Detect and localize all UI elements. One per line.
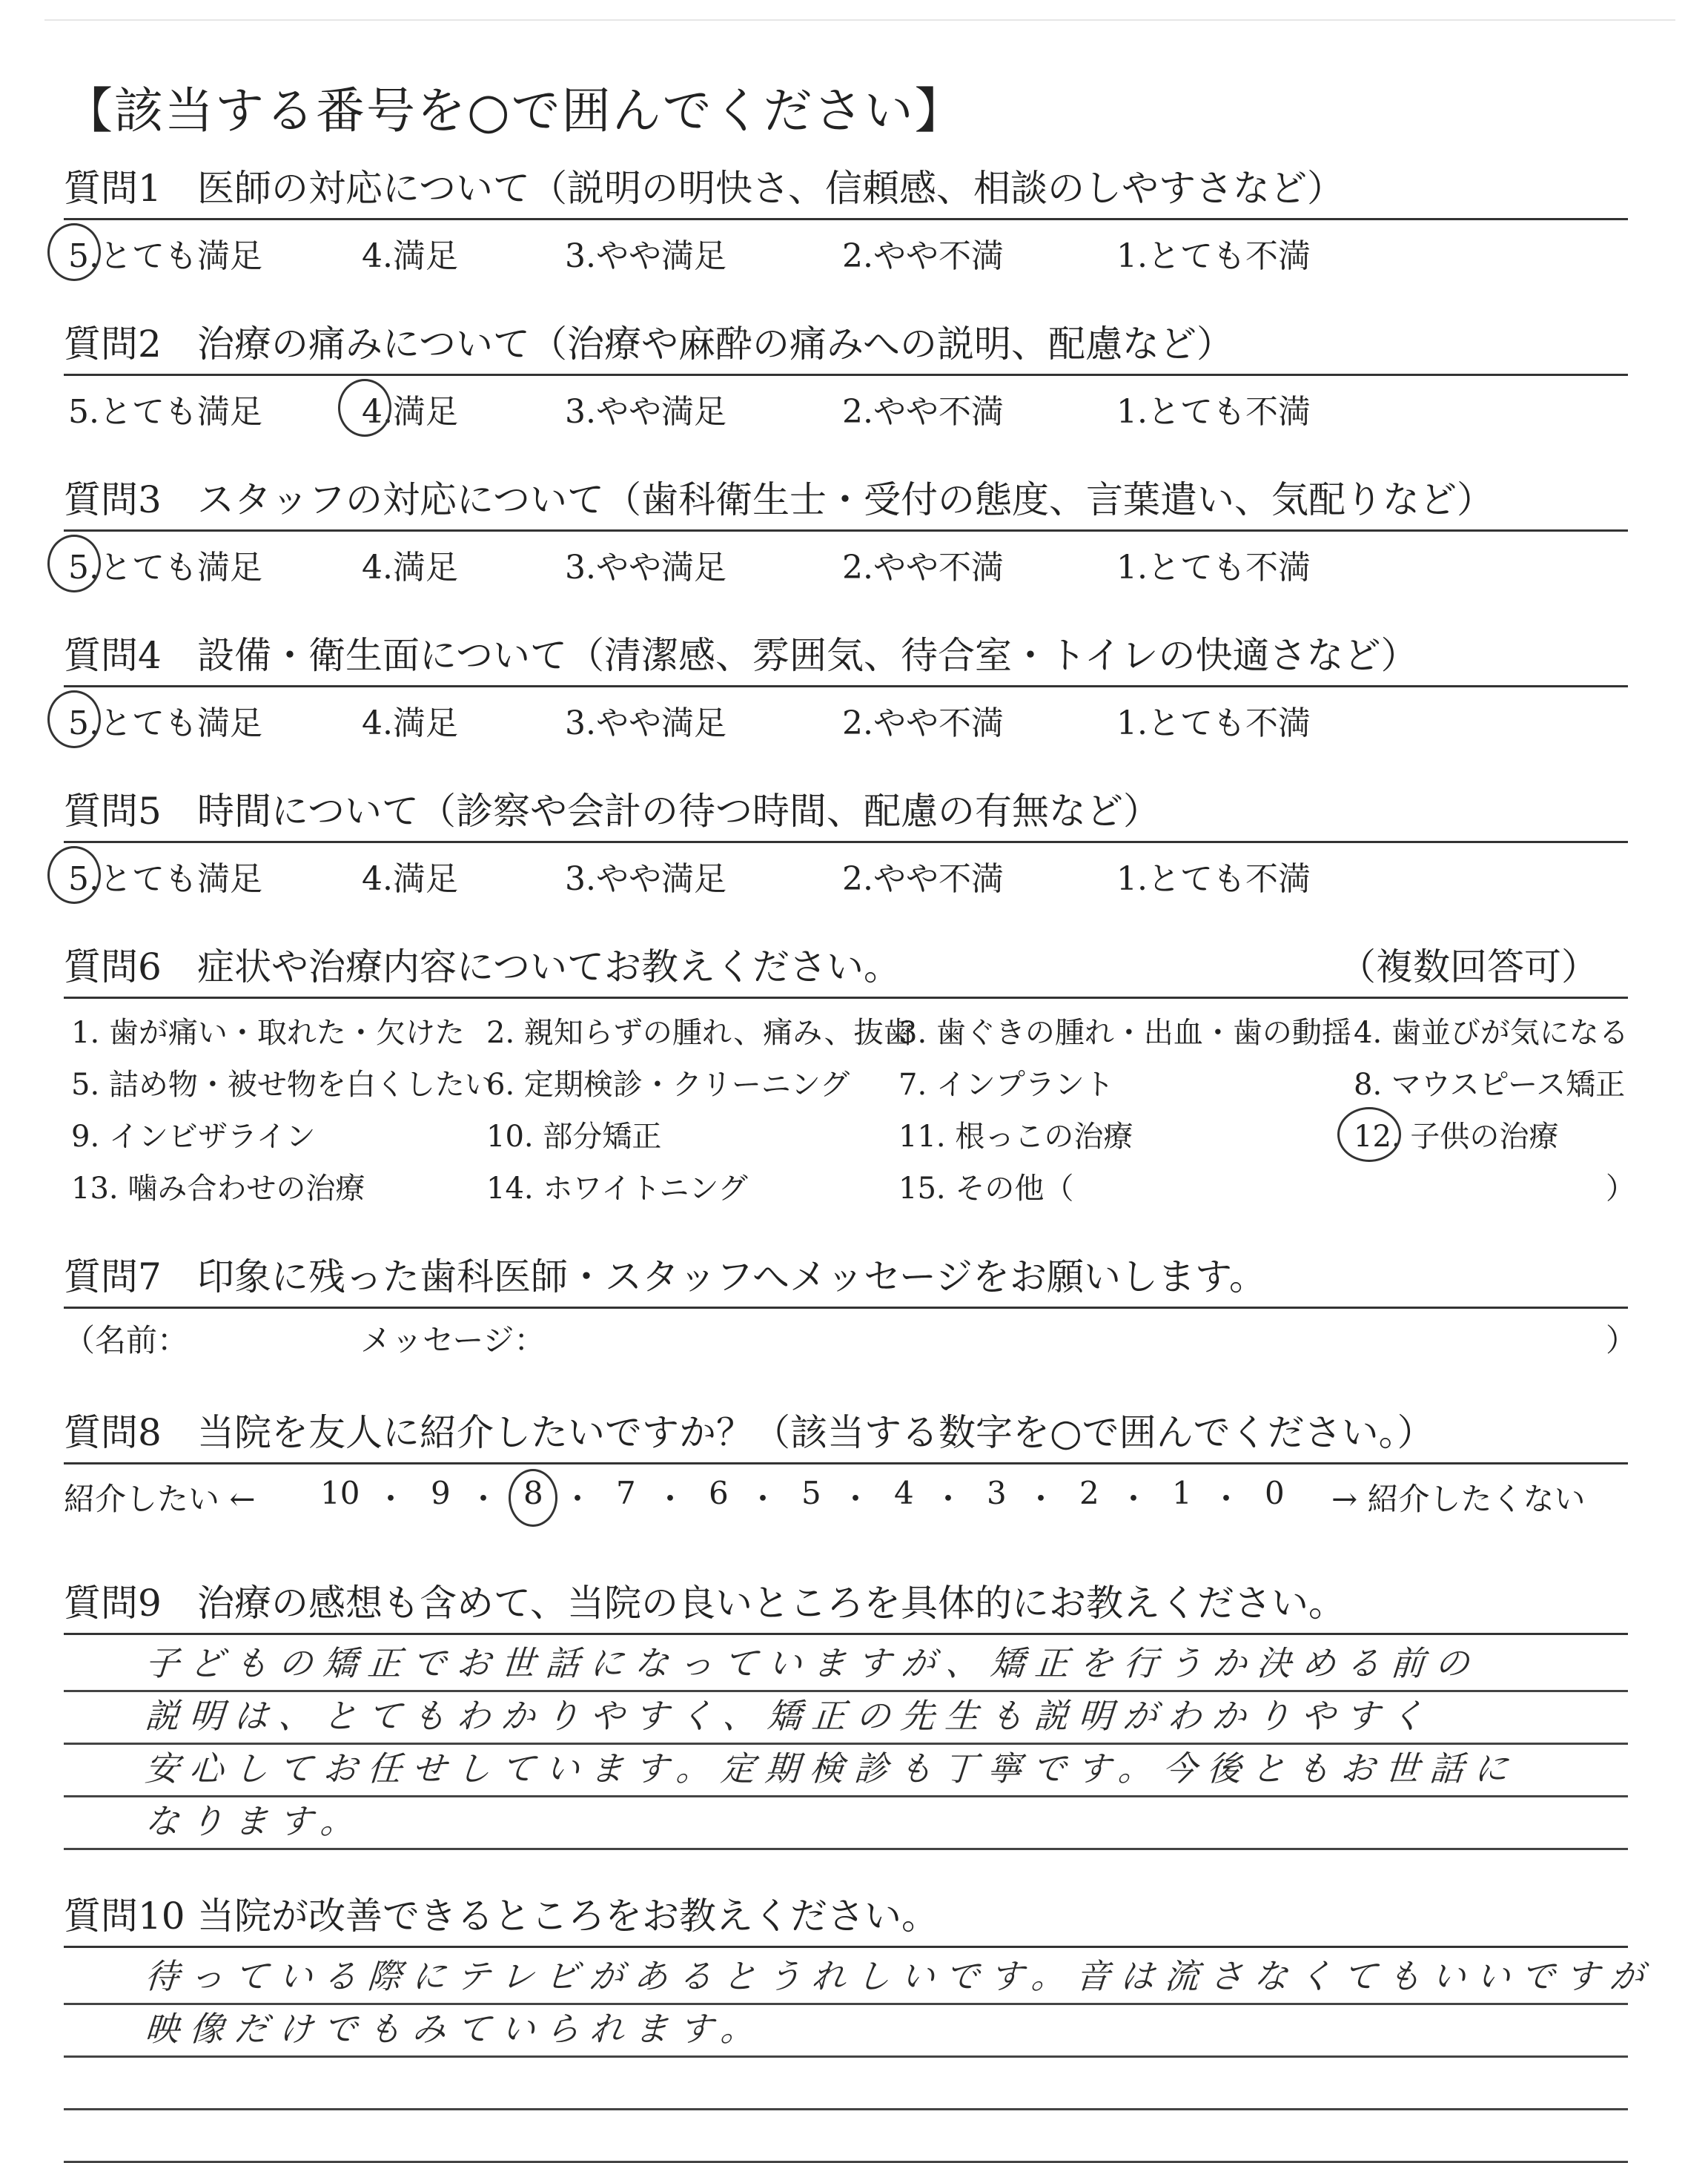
- question-heading: [64, 165, 1628, 212]
- question-number: 質問1: [64, 167, 162, 210]
- rating-options: [64, 229, 1628, 274]
- option-1[interactable]: 1.とても不満: [1116, 860, 1311, 898]
- answer-line: [64, 2005, 1628, 2058]
- close-paren: ）: [1606, 1322, 1638, 1358]
- option-1[interactable]: 1.とても不満: [1116, 237, 1311, 275]
- scale-separator: ・: [655, 1481, 686, 1517]
- question-heading: [64, 1579, 1628, 1627]
- scale-value[interactable]: 2: [1079, 1475, 1099, 1511]
- scale-value[interactable]: 8: [523, 1475, 543, 1511]
- question-number: 質問6: [64, 945, 162, 988]
- option-5[interactable]: 5.とても満足: [68, 393, 262, 431]
- scale-value[interactable]: 10: [320, 1475, 360, 1511]
- question-heading: [64, 1409, 1628, 1456]
- question-rule: [64, 529, 1628, 532]
- handwritten-text: なります。: [143, 1801, 367, 1841]
- scale-separator: ・: [1211, 1481, 1242, 1517]
- answer-area[interactable]: [64, 1639, 1628, 1850]
- top-border: [44, 19, 1675, 21]
- scale-separator: ・: [562, 1481, 594, 1517]
- question-heading: [64, 476, 1628, 524]
- rating-options: [64, 541, 1628, 585]
- answer-line: [64, 2110, 1628, 2163]
- scale-separator: ・: [747, 1481, 779, 1517]
- question-number: 質問10: [64, 1895, 185, 1938]
- scale-value[interactable]: 7: [616, 1475, 636, 1511]
- option-3[interactable]: 3.やや満足: [565, 393, 726, 431]
- question-10: [64, 1892, 1656, 2163]
- question-rule: [64, 997, 1628, 999]
- page-title: 【該当する番号を○で囲んでください】: [64, 82, 965, 139]
- option-2[interactable]: 2.やや不満: [842, 704, 1004, 742]
- question-heading: [64, 943, 1628, 991]
- option-5[interactable]: 5.とても満足: [68, 860, 262, 898]
- scale-separator: ・: [375, 1481, 407, 1517]
- symptom-option[interactable]: 7. インプラント: [898, 1068, 1114, 1102]
- scale-separator: ・: [1025, 1481, 1057, 1517]
- question-number: 質問4: [64, 634, 162, 677]
- symptom-option[interactable]: 1. 歯が痛い・取れた・欠けた: [71, 1016, 465, 1050]
- handwritten-text: 待っている際にテレビがあるとうれしいです。音は流さなくてもいいですが: [143, 1956, 1656, 1996]
- multiple-answers-note: （複数回答可）: [1339, 945, 1598, 988]
- scale-value[interactable]: 3: [987, 1475, 1007, 1511]
- symptom-option[interactable]: 10. 部分矯正: [486, 1120, 662, 1154]
- question-text: 治療の感想も含めて、当院の良いところを具体的にお教えください。: [197, 1582, 1345, 1625]
- scale-value[interactable]: 5: [801, 1475, 821, 1511]
- option-4[interactable]: 4.満足: [362, 860, 458, 898]
- scale-left-label: 紹介したい ←: [64, 1481, 256, 1517]
- answer-line: [64, 1639, 1628, 1692]
- question-heading: [64, 787, 1628, 835]
- question-3: [64, 476, 1628, 585]
- question-number: 質問2: [64, 323, 162, 366]
- question-rule: [64, 841, 1628, 843]
- question-heading: [64, 632, 1628, 679]
- question-number: 質問8: [64, 1411, 162, 1454]
- rating-options: [64, 385, 1628, 429]
- scale-value[interactable]: 9: [431, 1475, 451, 1511]
- answer-line: [64, 1952, 1656, 2005]
- rating-options: [64, 696, 1628, 741]
- option-2[interactable]: 2.やや不満: [842, 549, 1004, 587]
- answer-line: [64, 1692, 1628, 1745]
- question-rule: [64, 1462, 1628, 1464]
- question-6: [64, 943, 1635, 1232]
- symptom-option[interactable]: 2. 親知らずの腫れ、痛み、抜歯: [486, 1016, 913, 1050]
- scale-value[interactable]: 6: [709, 1475, 729, 1511]
- scale-value[interactable]: 0: [1265, 1475, 1285, 1511]
- question-text: 時間について（診察や会計の待つ時間、配慮の有無など）: [197, 790, 1160, 833]
- question-text: スタッフの対応について（歯科衛生士・受付の態度、言葉遣い、気配りなど）: [197, 478, 1494, 521]
- question-text: 医師の対応について（説明の明快さ、信頼感、相談のしやすさなど）: [197, 167, 1344, 210]
- question-8: [64, 1409, 1628, 1519]
- question-rule: [64, 685, 1628, 687]
- option-2[interactable]: 2.やや不満: [842, 860, 1004, 898]
- question-number: 質問9: [64, 1582, 162, 1625]
- symptom-option[interactable]: 13. 噛み合わせの治療: [71, 1172, 365, 1206]
- option-4[interactable]: 4.満足: [362, 237, 458, 275]
- option-2[interactable]: 2.やや不満: [842, 393, 1004, 431]
- question-text: 症状や治療内容についてお教えください。: [197, 945, 901, 988]
- recommend-scale: [64, 1475, 1628, 1519]
- option-3[interactable]: 3.やや満足: [565, 704, 726, 742]
- question-heading: [64, 320, 1628, 368]
- question-7: [64, 1253, 1638, 1361]
- message-field[interactable]: [64, 1316, 1638, 1361]
- option-2[interactable]: 2.やや不満: [842, 237, 1004, 275]
- question-1: [64, 165, 1628, 274]
- scale-separator: ・: [933, 1481, 964, 1517]
- option-5[interactable]: 5.とても満足: [68, 237, 262, 275]
- symptom-option[interactable]: 4. 歯並びが気になる: [1354, 1016, 1629, 1050]
- option-1[interactable]: 1.とても不満: [1116, 704, 1311, 742]
- scale-separator: ・: [468, 1481, 500, 1517]
- option-4[interactable]: 4.満足: [362, 393, 458, 431]
- question-text: 設備・衛生面について（清潔感、雰囲気、待合室・トイレの快適さなど）: [197, 634, 1418, 677]
- handwritten-text: 安心してお任せしています。定期検診も丁寧です。今後ともお世話に: [143, 1748, 1520, 1789]
- question-number: 質問5: [64, 790, 162, 833]
- message-label: メッセージ：: [360, 1322, 546, 1358]
- question-heading: [64, 1253, 1628, 1301]
- symptom-option[interactable]: 3. 歯ぐきの腫れ・出血・歯の動揺: [898, 1016, 1351, 1050]
- question-4: [64, 632, 1628, 741]
- answer-area[interactable]: [64, 1952, 1656, 2163]
- close-paren: ）: [1606, 1172, 1635, 1206]
- option-4[interactable]: 4.満足: [362, 549, 458, 587]
- scale-separator: ・: [840, 1481, 872, 1517]
- question-text: 当院が改善できるところをお教えください。: [197, 1895, 939, 1938]
- option-5[interactable]: 5.とても満足: [68, 704, 262, 742]
- question-rule: [64, 1633, 1628, 1635]
- question-text: 印象に残った歯科医師・スタッフへメッセージをお願いします。: [197, 1255, 1266, 1298]
- option-5[interactable]: 5.とても満足: [68, 549, 262, 587]
- symptom-option[interactable]: 8. マウスピース矯正: [1354, 1068, 1626, 1102]
- symptom-option[interactable]: 14. ホワイトニング: [486, 1172, 748, 1206]
- answer-line: [64, 1797, 1628, 1850]
- question-rule: [64, 1946, 1628, 1948]
- option-1[interactable]: 1.とても不満: [1116, 549, 1311, 587]
- symptom-option[interactable]: 15. その他（: [898, 1172, 1074, 1206]
- scale-value[interactable]: 1: [1172, 1475, 1192, 1511]
- question-9: [64, 1579, 1628, 1850]
- name-label: （名前：: [64, 1322, 189, 1358]
- answer-line: [64, 1745, 1628, 1797]
- question-heading: [64, 1892, 1628, 1940]
- option-3[interactable]: 3.やや満足: [565, 860, 726, 898]
- scale-value[interactable]: 4: [894, 1475, 914, 1511]
- symptom-option[interactable]: 12. 子供の治療: [1354, 1120, 1559, 1154]
- option-1[interactable]: 1.とても不満: [1116, 393, 1311, 431]
- handwritten-text: 子どもの矯正でお世話になっていますが、矯正を行うか決める前の: [143, 1643, 1481, 1683]
- handwritten-text: 説明は、とてもわかりやすく、矯正の先生も説明がわかりやすく: [143, 1696, 1436, 1736]
- symptom-option[interactable]: 6. 定期検診・クリーニング: [486, 1068, 850, 1102]
- option-3[interactable]: 3.やや満足: [565, 549, 726, 587]
- question-number: 質問3: [64, 478, 162, 521]
- symptom-option[interactable]: 11. 根っこの治療: [898, 1120, 1133, 1154]
- question-text: 治療の痛みについて（治療や麻酔の痛みへの説明、配慮など）: [197, 323, 1234, 366]
- symptom-option[interactable]: 5. 詰め物・被せ物を白くしたい: [71, 1068, 494, 1102]
- question-rule: [64, 374, 1628, 376]
- question-number: 質問7: [64, 1255, 162, 1298]
- option-4[interactable]: 4.満足: [362, 704, 458, 742]
- question-5: [64, 787, 1628, 896]
- scale-separator: ・: [1118, 1481, 1150, 1517]
- option-3[interactable]: 3.やや満足: [565, 237, 726, 275]
- question-rule: [64, 218, 1628, 220]
- rating-options: [64, 852, 1628, 896]
- answer-line: [64, 2058, 1628, 2110]
- scale-right-label: → 紹介したくない: [1331, 1481, 1586, 1517]
- handwritten-text: 映像だけでもみていられます。: [143, 2009, 767, 2049]
- question-2: [64, 320, 1628, 429]
- symptom-option[interactable]: 9. インビザライン: [71, 1120, 316, 1154]
- question-rule: [64, 1307, 1628, 1309]
- symptom-options: [64, 1009, 1635, 1232]
- question-text: 当院を友人に紹介したいですか？（該当する数字を○で囲んでください。）: [197, 1411, 1434, 1454]
